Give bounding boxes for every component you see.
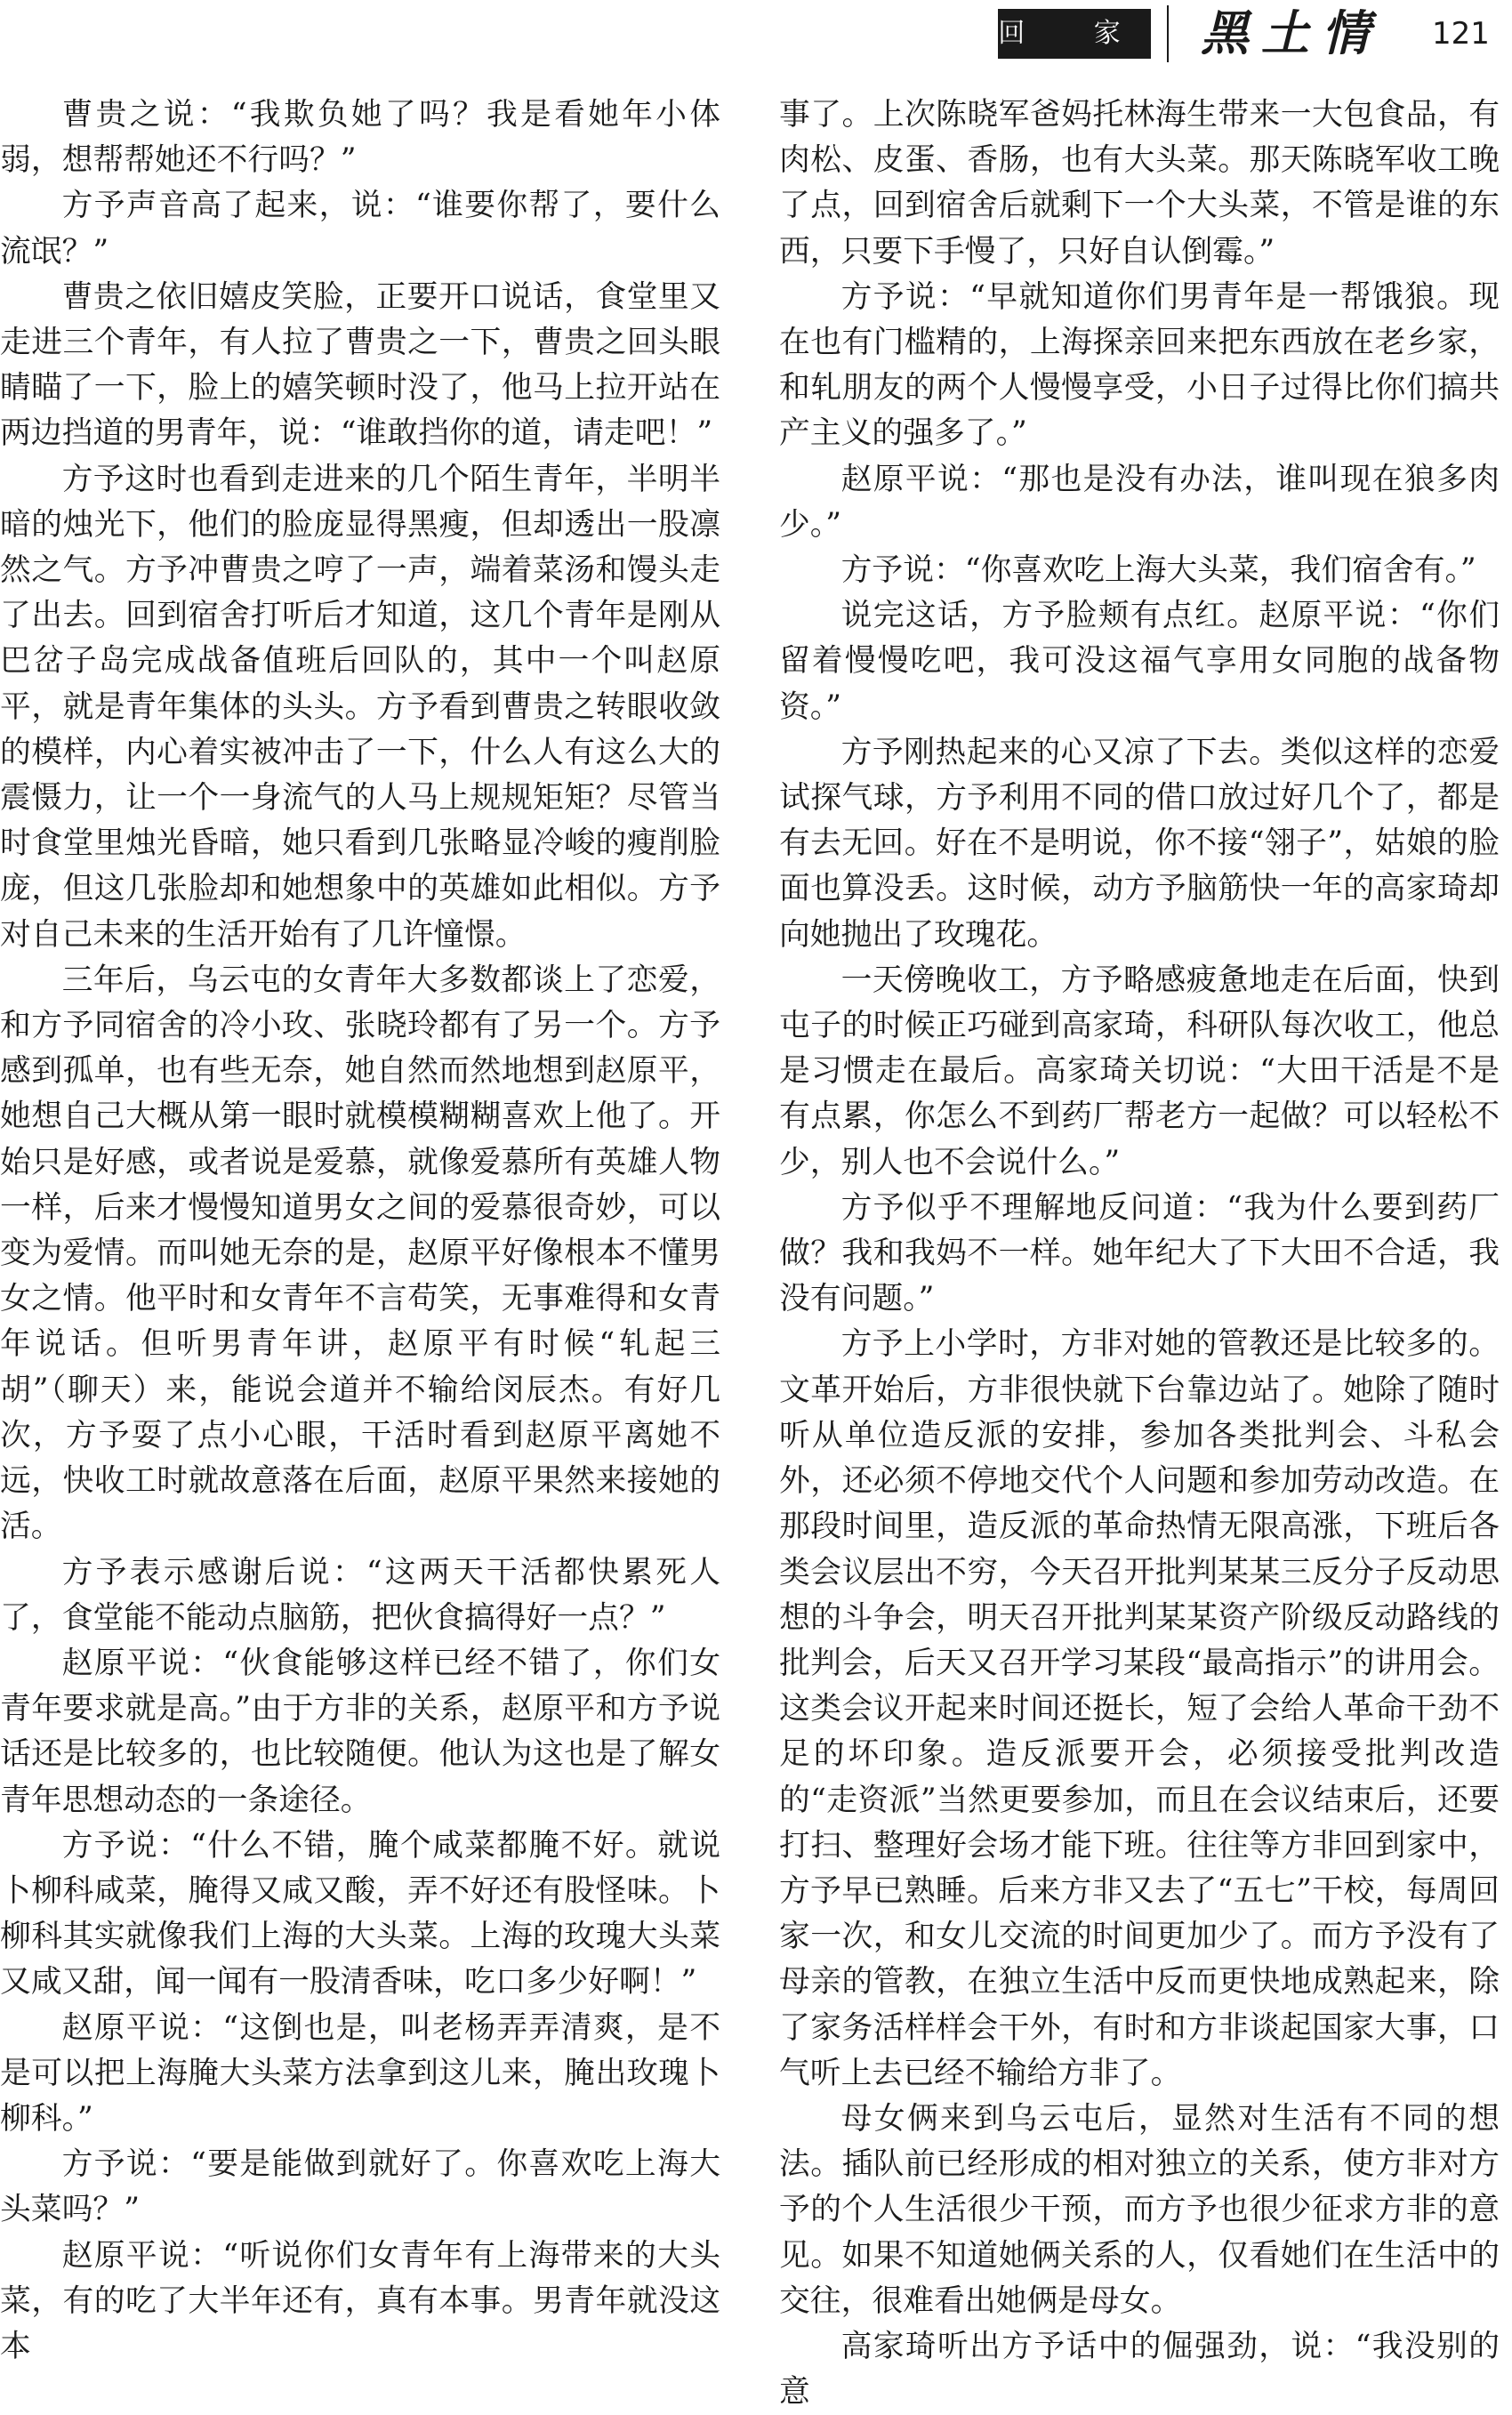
paragraph: 方予上小学时，方非对她的管教还是比较多的。文革开始后，方非很快就下台靠边站了。她除了随时听从单位造反派的安排，参加各类批判会、斗私会外，还必须不停地交代个人问题和参加劳动改造。在那段时间里，造反派的革命热情无限高涨，下班后各类会议层出不穷，今天召开批判某某三反分子反动思想的斗争会，明天召开批判某某资产阶级反动路线的批判会，后天又召开学习某段“最高指示”的讲用会。这类会议开起来时间还挺长，短了会给人革命干劲不足的坏印象。造反派要开会，必须接受批判改造的“走资派”当然更要参加，而且在会议结束后，还要打扫、整理好会场才能下班。往往等方非回到家中，方予早已熟睡。后来方非又去了“五七”干校，每周回家一次，和女儿交流的时间更加少了。而方予没有了母亲的管教，在独立生活中反而更快地成熟起来，除了家务活样样会干外，有时和方非谈起国家大事，口气听上去已经不输给方非了。 (779, 1326, 1500, 2091)
paragraph: 曹贵之说：“我欺负她了吗？我是看她年小体弱，想帮帮她还不行吗？” (0, 97, 720, 179)
magazine-logo: 黑土情 (1201, 4, 1382, 61)
paragraph: 方予刚热起来的心又凉了下去。类似这样的恋爱试探气球，方予利用不同的借口放过好几个了，都是有去无回。好在不是明说，你不接“翎子”，姑娘的脸面也算没丢。这时候，动方予脑筋快一年的高家琦却向她抛出了玫瑰花。 (779, 734, 1500, 953)
header-divider (1167, 5, 1169, 62)
paragraph: 说完这话，方予脸颊有点红。赵原平说：“你们留着慢慢吃吧，我可没这福气享用女同胞的战备物资。” (779, 598, 1500, 725)
paragraph: 赵原平说：“伙食能够这样已经不错了，你们女青年要求就是高。”由于方非的关系，赵原平和方予说话还是比较多的，也比较随便。他认为这也是了解女青年思想动态的一条途径。 (0, 1645, 720, 1818)
paragraph: 方予说：“要是能做到就好了。你喜欢吃上海大头菜吗？” (0, 2146, 720, 2228)
paragraph: 方予说：“早就知道你们男青年是一帮饿狼。现在也有门槛精的，上海探亲回来把东西放在老乡家，和轧朋友的两个人慢慢享受，小日子过得比你们搞共产主义的强多了。” (779, 278, 1500, 452)
paragraph: 方予说：“你喜欢吃上海大头菜，我们宿舍有。” (840, 552, 1476, 589)
paragraph: 赵原平说：“那也是没有办法，谁叫现在狼多肉少。” (779, 461, 1500, 543)
paragraph: 一天傍晚收工，方予略感疲惫地走在后面，快到屯子的时候正巧碰到高家琦，科研队每次收工，他总是习惯走在最后。高家琦关切说：“大田干活是不是有点累，你怎么不到药厂帮老方一起做？可以轻松不少，别人也不会说什么。” (779, 962, 1500, 1180)
page-header (0, 0, 1512, 71)
paragraph: 事了。上次陈晓军爸妈托林海生带来一大包食品，有肉松、皮蛋、香肠，也有大头菜。那天陈晓军收工晚了点，回到宿舍后就剩下一个大头菜，不管是谁的东西，只要下手慢了，只好自认倒霉。” (779, 97, 1500, 270)
paragraph: 母女俩来到乌云屯后，显然对生活有不同的想法。插队前已经形成的相对独立的关系，使方非对方予的个人生活很少干预，而方予也很少征求方非的意见。如果不知道她俩关系的人，仅看她们在生活中的交往，很难看出她俩是母女。 (779, 2100, 1500, 2319)
paragraph: 方予这时也看到走进来的几个陌生青年，半明半暗的烛光下，他们的脸庞显得黑瘦，但却透出一股凛然之气。方予冲曹贵之哼了一声，端着菜汤和馒头走了出去。回到宿舍打听后才知道，这几个青年是刚从巴岔子岛完成战备值班后回队的，其中一个叫赵原平，就是青年集体的头头。方予看到曹贵之转眼收敛的模样，内心着实被冲击了一下，什么人有这么大的震慑力，让一个一身流气的人马上规规矩矩？尽管当时食堂里烛光昏暗，她只看到几张略显冷峻的瘦削脸庞，但这几张脸却和她想象中的英雄如此相似。方予对自己未来的生活开始有了几许憧憬。 (0, 461, 720, 953)
paragraph: 三年后，乌云屯的女青年大多数都谈上了恋爱，和方予同宿舍的冷小玫、张晓玲都有了另一个。方予感到孤单，也有些无奈，她自然而然地想到赵原平，她想自己大概从第一眼时就模模糊糊喜欢上他了。开始只是好感，或者说是爱慕，就像爱慕所有英雄人物一样，后来才慢慢知道男女之间的爱慕很奇妙，可以变为爱情。而叫她无奈的是，赵原平好像根本不懂男女之情。他平时和女青年不言苟笑，无事难得和女青年说话。但听男青年讲，赵原平有时候“轧起三胡”（聊天）来，能说会道并不输给闵辰杰。有好几次，方予耍了点小心眼，干活时看到赵原平离她不远，快收工时就故意落在后面，赵原平果然来接她的活。 (0, 962, 720, 1545)
paragraph: 方予似乎不理解地反问道：“我为什么要到药厂做？我和我妈不一样。她年纪大了下大田不合适，我没有问题。” (779, 1189, 1500, 1317)
paragraph: 高家琦听出方予话中的倔强劲，说：“我没别的意 (779, 2328, 1500, 2411)
paragraph: 方予说：“什么不错，腌个咸菜都腌不好。就说卜柳科咸菜，腌得又咸又酸，弄不好还有股怪味。卜柳科其实就像我们上海的大头菜。上海的玫瑰大头菜又咸又甜，闻一闻有一股清香味，吃口多少好啊！” (0, 1827, 720, 2000)
paragraph: 方予表示感谢后说：“这两天干活都快累死人了，食堂能不能动点脑筋，把伙食搞得好一点？” (0, 1554, 720, 1636)
left-text-column (0, 93, 720, 2364)
paragraph: 曹贵之依旧嬉皮笑脸，正要开口说话，食堂里又走进三个青年，有人拉了曹贵之一下，曹贵之回头眼睛瞄了一下，脸上的嬉笑顿时没了，他马上拉开站在两边挡道的男青年，说：“谁敢挡你的道，请走吧！” (0, 278, 720, 452)
page-number: 121 (1432, 16, 1490, 52)
paragraph: 赵原平说：“听说你们女青年有上海带来的大头菜，有的吃了大半年还有，真有本事。男青年就没这本 (0, 2237, 720, 2364)
right-text-column (779, 93, 1500, 2411)
section-label: 回 家 (998, 9, 1151, 59)
paragraph: 方予声音高了起来，说：“谁要你帮了，要什么流氓？” (0, 188, 720, 270)
paragraph: 赵原平说：“这倒也是，叫老杨弄弄清爽，是不是可以把上海腌大头菜方法拿到这儿来，腌出玫瑰卜柳科。” (0, 2009, 720, 2137)
